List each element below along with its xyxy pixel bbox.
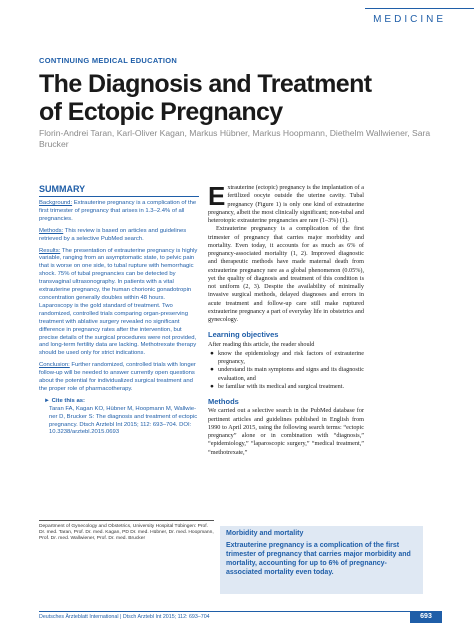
methods-text: This review is based on articles and guidelines retrieved by a selective PubMed search. bbox=[39, 227, 187, 242]
conclusion-label: Conclusion: bbox=[39, 362, 70, 369]
margin-box bbox=[220, 526, 423, 594]
citation-text[interactable]: Taran FA, Kagan KO, Hübner M, Hoopmann M, Wallwiener D, Brucker S: The diagnosis and treatment of ectopic pregnancy. Dtsch Arztebl Int 2015; 112: 693–704. DOI: 10.3238/arztebl.2015.0693 bbox=[49, 405, 198, 436]
list-item bbox=[208, 366, 364, 383]
summary-methods bbox=[39, 228, 199, 244]
list-item-text: be familiar with its medical and surgical treatment. bbox=[218, 382, 345, 390]
list-item bbox=[208, 350, 364, 367]
methods-heading: Methods bbox=[208, 397, 239, 406]
margin-box-title: Morbidity and mortality bbox=[226, 530, 304, 537]
arrow-right-icon: ► bbox=[44, 397, 50, 404]
methods-label: Methods: bbox=[39, 227, 64, 234]
methods-paragraph: We carried out a selective search in the PubMed database for pertinent articles and guidelines published in English from 1990 to April 2015, using the following search terms: “ectopic pregnancy” alone or in combination with “diagnosis,” “epidemiology,” “laparoscopic surgery,” “medical treatment,” “methotrexate,” bbox=[208, 407, 364, 456]
results-label: Results: bbox=[39, 247, 61, 254]
summary-results bbox=[39, 248, 199, 359]
margin-box-text: Extrauterine pregnancy is a complication of the first trimester of pregnancy that carries major morbidity and mortality, accounting for up to 6% of pregnancy-associated mortality even today. bbox=[226, 542, 411, 576]
kicker: CONTINUING MEDICAL EDUCATION bbox=[39, 56, 178, 65]
footer-rule bbox=[39, 611, 427, 612]
intro-paragraph bbox=[208, 181, 364, 225]
bullet-icon: ● bbox=[210, 349, 214, 357]
affiliation-footnote: Department of Gynecology and Obstetrics, University Hospital Tübingen: Prof. Dr. med. Taran, Prof. Dr. med. Kagan, PD Dr. med. Hübner, Dr. med. Hoopmann, Prof. Dr. med. Wallwiener, Prof. Dr. med. Brucker bbox=[39, 520, 214, 543]
body-column bbox=[208, 181, 364, 457]
list-item-text: know the epidemiology and risk factors of extrauterine pregnancy, bbox=[218, 349, 364, 365]
learning-objectives-heading: Learning objectives bbox=[208, 330, 279, 340]
intro-text: xtrauterine (ectopic) pregnancy is the implantation of a fertilized oocyte outside the uterine cavity. Tubal pregnancy (Figure 1) is only one kind of extrauterine pregnancy, albeit the most clinically significant; non-tubal and heterotopic extrauterine pregnancies are rare (1–3%) (1). bbox=[208, 184, 364, 224]
journal-footer: Deutsches Ärzteblatt International | Dtsch Arztebl Int 2015; 112: 693–704 bbox=[39, 614, 210, 620]
citation-heading-text: Cite this as: bbox=[51, 397, 85, 404]
dropcap: E bbox=[208, 181, 226, 211]
conclusion-text: Further randomized, controlled trials with longer follow-up will be needed to answer currently open questions about the potential for individualized surgical treatment and the proper role of pharmacotherapy. bbox=[39, 362, 196, 392]
list-item bbox=[208, 383, 364, 391]
summary-conclusion bbox=[39, 362, 199, 394]
page-number: 693 bbox=[410, 611, 442, 623]
results-text: The presentation of extrauterine pregnancy is highly variable, ranging from an asymptomatic state, to pelvic pain that is worse on one side, to tubal rupture with hemorrhagic shock. 75% of tubal pregnancies can be detected by transvaginal ultrasonography. In patients with a vital extrauterine pregnancy, the human chorionic gonadotropin concentration generally doubles within 48 hours. Laparoscopy is the gold standard of treatment. Two randomized, controlled trials comparing organ-preserving treatment with ablative surgery revealed no significant difference in pregnancy rates after the intervention, but precise details of the surgical procedures were not provided, and long-term fertility data are lacking. Methotrexate therapy should be used only for strict indications. bbox=[39, 247, 198, 357]
list-item-text: understand its main symptoms and signs and its diagnostic evaluation, and bbox=[218, 366, 364, 382]
bullet-icon: ● bbox=[210, 382, 214, 390]
summary-background bbox=[39, 200, 199, 224]
background-label: Background: bbox=[39, 200, 73, 206]
header-bar bbox=[0, 0, 474, 34]
section-label: MEDICINE bbox=[373, 14, 446, 25]
article-title: The Diagnosis and Treatment of Ectopic Pregnancy bbox=[39, 70, 372, 126]
learning-objectives-list bbox=[208, 350, 364, 391]
author-list: Florin-Andrei Taran, Karl-Oliver Kagan, Markus Hübner, Markus Hoopmann, Diethelm Wallwiener, Sara Brucker bbox=[39, 128, 431, 149]
header-rule bbox=[365, 8, 474, 9]
bullet-icon: ● bbox=[210, 366, 214, 374]
body-paragraph-2: Extrauterine pregnancy is a complication of the first trimester of pregnancy that carries major morbidity and mortality. Even today, it accounts for as much as 6% of pregnancy-associated mortality (1, 2). Improved diagnostic and therapeutic methods have made maternal death from extrauterine pregnancy rare as a global phenomenon (0.05%), yet the quality of diagnosis and treatment of this condition is not uniform (2, 3). Despite the availability of minimally invasive surgical methods, delayed diagnoses and errors in acute treatment and follow-up care still make ruptured extrauterine pregnancy a part of everyday life in obstetrics and gynecology. bbox=[208, 225, 364, 323]
background-text: Extrauterine pregnancy is a complication of the first trimester of pregnancy that arises in 1.3–2.4% of all pregnancies. bbox=[39, 200, 197, 222]
summary-heading: SUMMARY bbox=[39, 184, 199, 197]
citation-heading bbox=[44, 398, 199, 406]
citation-block bbox=[44, 398, 199, 438]
learning-objectives-intro: After reading this article, the reader should bbox=[208, 340, 315, 348]
summary-column bbox=[39, 184, 199, 437]
